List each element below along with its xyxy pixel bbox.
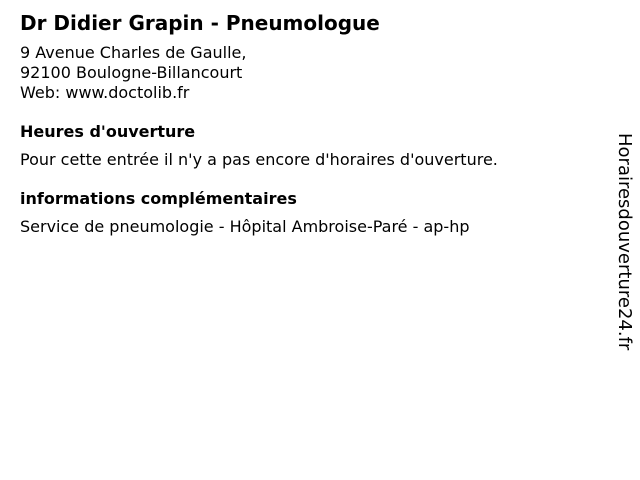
opening-hours-text: Pour cette entrée il n'y a pas encore d'horaires d'ouverture. xyxy=(20,150,498,169)
address-street: 9 Avenue Charles de Gaulle, xyxy=(20,43,247,62)
listing-content xyxy=(20,9,600,237)
additional-info-heading: informations complémentaires xyxy=(20,189,297,208)
additional-info-text: Service de pneumologie - Hôpital Ambroise-Paré - ap-hp xyxy=(20,217,470,236)
site-brand-vertical: Horairesdouverture24.fr xyxy=(614,133,635,351)
address-block xyxy=(20,43,600,103)
address-city: 92100 Boulogne-Billancourt xyxy=(20,63,243,82)
website-line[interactable]: Web: www.doctolib.fr xyxy=(20,83,190,102)
opening-hours-heading: Heures d'ouverture xyxy=(20,122,196,141)
page-title: Dr Didier Grapin - Pneumologue xyxy=(20,11,380,35)
